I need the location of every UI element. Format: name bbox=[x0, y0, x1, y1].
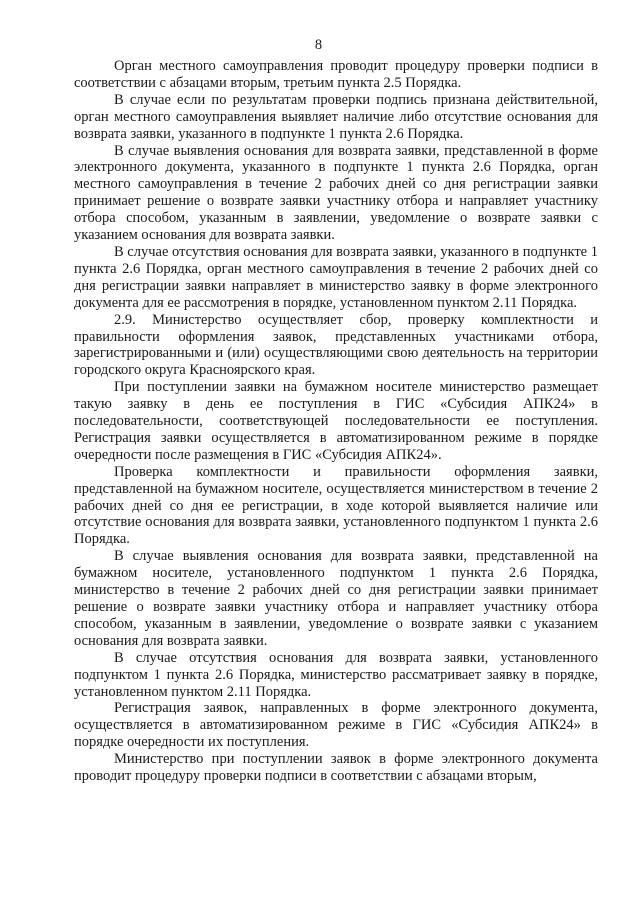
paragraph: Министерство при поступлении заявок в форме электронного документа проводит процедуру проверки подписи в соответствии с абзацами вторым, bbox=[74, 751, 598, 785]
document-body bbox=[74, 58, 598, 785]
paragraph: При поступлении заявки на бумажном носителе министерство размещает такую заявку в день ее поступления в ГИС «Субсидия АПК24» в последовательности, соответствующей последовательности ее поступления. Регистрация заявки осуществляется в автоматизированном режиме в порядке очередности после размещения в ГИС «Субсидия АПК24». bbox=[74, 379, 598, 463]
paragraph: В случае выявления основания для возврата заявки, представленной на бумажном носителе, установленного подпунктом 1 пункта 2.6 Порядка, министерство в течение 2 рабочих дней со дня регистрации заявки принимает решение о возврате заявки участнику отбора и направляет участнику отбора способом, указанным в заявлении, уведомление о возврате заявки с указанием основания для возврата заявки. bbox=[74, 548, 598, 649]
paragraph: Регистрация заявок, направленных в форме электронного документа, осуществляется в автоматизированном режиме в ГИС «Субсидия АПК24» в порядке очередности их поступления. bbox=[74, 700, 598, 751]
paragraph: В случае отсутствия основания для возврата заявки, установленного подпунктом 1 пункта 2.6 Порядка, министерство рассматривает заявку в порядке, установленном пунктом 2.11 Порядка. bbox=[74, 649, 598, 700]
paragraph: Проверка комплектности и правильности оформления заявки, представленной на бумажном носителе, осуществляется министерством в течение 2 рабочих дней со дня ее регистрации, в ходе которой выявляется наличие или отсутствие основания для возврата заявки, установленного подпунктом 1 пункта 2.6 Порядка. bbox=[74, 463, 598, 548]
page-number: 8 bbox=[314, 37, 323, 53]
paragraph: Орган местного самоуправления проводит процедуру проверки подписи в соответствии с абзацами вторым, третьим пункта 2.5 Порядка. bbox=[74, 58, 598, 91]
paragraph: 2.9. Министерство осуществляет сбор, проверку комплектности и правильности оформления заявок, представленных участниками отбора, зарегистрированными и (или) осуществляющими свою деятельность на территории городского округа Красноярского края. bbox=[74, 311, 598, 379]
paragraph: В случае если по результатам проверки подпись признана действительной, орган местного самоуправления выявляет наличие либо отсутствие основания для возврата заявки, указанного в подпункте 1 пункта 2.6 Порядка. bbox=[74, 91, 598, 142]
paragraph: В случае отсутствия основания для возврата заявки, указанного в подпункте 1 пункта 2.6 Порядка, орган местного самоуправления в течение 2 рабочих дней со дня регистрации заявки направляет в министерство заявку в форме электронного документа для ее рассмотрения в порядке, установленном пунктом 2.11 Порядка. bbox=[74, 243, 598, 311]
paragraph: В случае выявления основания для возврата заявки, представленной в форме электронного документа, указанного в подпункте 1 пункта 2.6 Порядка, орган местного самоуправления в течение 2 рабочих дней со дня регистрации заявки принимает решение о возврате заявки участнику отбора и направляет участнику отбора способом, указанным в заявлении, уведомление о возврате заявки с указанием основания для возврата заявки. bbox=[74, 142, 598, 244]
